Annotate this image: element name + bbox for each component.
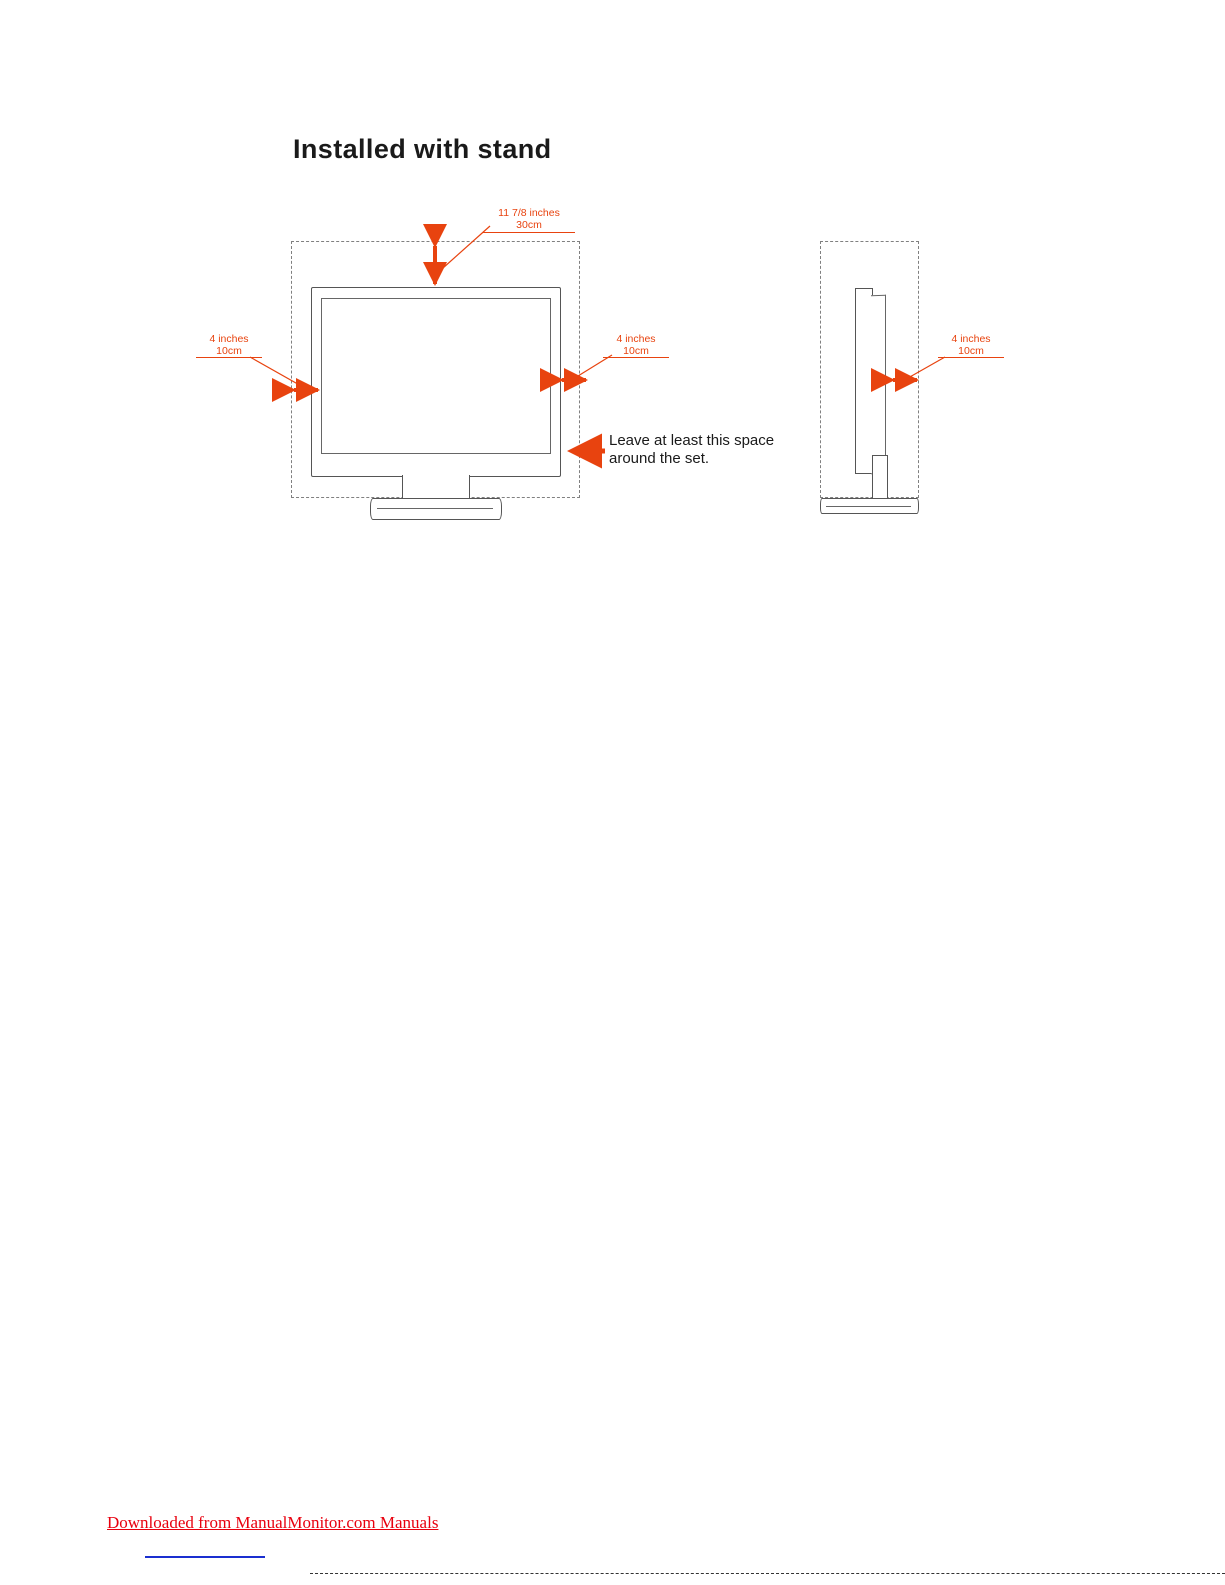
front-monitor-bezel xyxy=(311,287,561,477)
right-clearance-underline xyxy=(603,357,669,358)
download-source-link[interactable]: Downloaded from ManualMonitor.com Manuals xyxy=(107,1513,439,1532)
footer-link-underline[interactable] xyxy=(145,1556,265,1558)
footer-divider xyxy=(310,1573,1225,1574)
side-clearance-underline xyxy=(938,357,1004,358)
clearance-diagram xyxy=(0,0,1225,620)
top-clearance-label: 11 7/8 inches 30cm xyxy=(498,207,560,231)
side-monitor-neck xyxy=(872,455,888,502)
left-clearance-underline xyxy=(196,357,262,358)
dimension-arrows xyxy=(0,0,1225,620)
callout-line-1: Leave at least this space xyxy=(609,432,775,449)
side-monitor-base-edge xyxy=(826,506,911,507)
front-monitor-base-edge xyxy=(377,508,493,509)
callout-line-2: around the set. xyxy=(609,450,710,467)
side-clearance-label: 4 inches 10cm xyxy=(951,333,991,357)
clearance-callout xyxy=(609,432,774,468)
front-monitor-screen xyxy=(321,298,551,454)
right-clearance-label: 4 inches 10cm xyxy=(616,333,656,357)
side-monitor-back xyxy=(871,295,886,475)
page-title: Installed with stand xyxy=(293,134,552,164)
front-monitor-base xyxy=(370,498,502,520)
left-clearance-label: 4 inches 10cm xyxy=(209,333,249,357)
top-clearance-underline xyxy=(483,232,575,233)
front-monitor-neck xyxy=(402,475,470,500)
